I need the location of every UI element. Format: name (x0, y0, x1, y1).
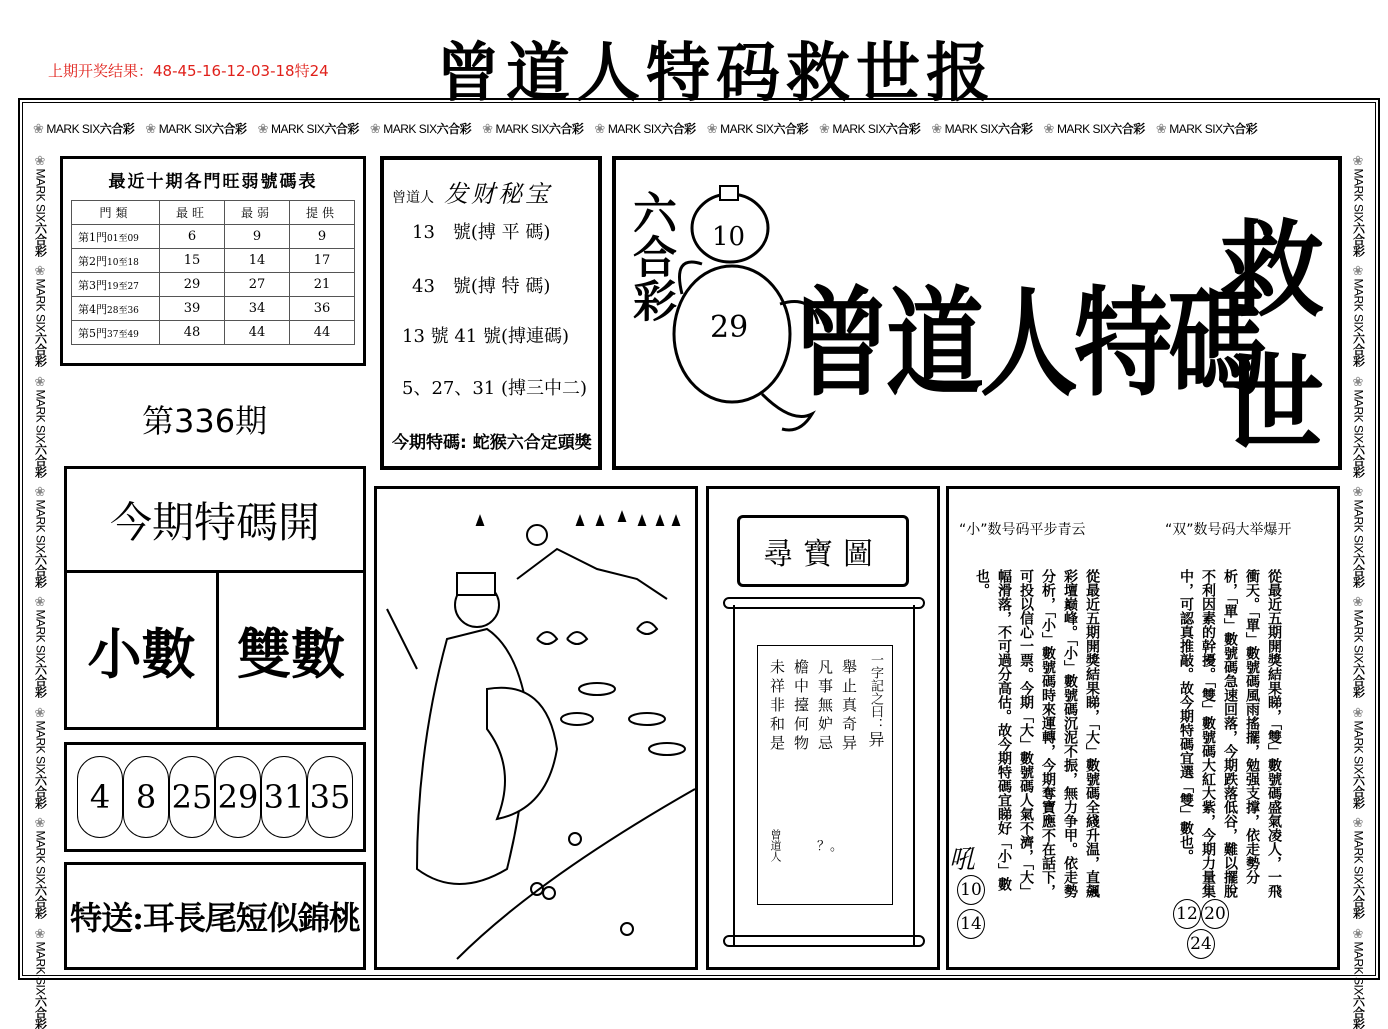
masthead-title: 曾道人特码救世报 (436, 36, 996, 111)
brand-mark (704, 120, 808, 137)
brand-cn: 六合彩 (33, 442, 48, 478)
flower-icon: ❀ (1351, 926, 1367, 942)
last-result: 上期开奖结果：48-45-16-12-03-18特24 (48, 62, 329, 80)
brand-en: MARK SIX (33, 389, 48, 443)
flower-icon: ❀ (145, 120, 156, 136)
column-header: 提供 (290, 201, 355, 225)
treasure-prefix: 曾道人 (392, 190, 434, 206)
table-header-row (72, 201, 355, 225)
pick-number: 8 (123, 756, 169, 838)
flower-icon: ❀ (33, 705, 49, 721)
brand-strip-top (26, 112, 1372, 144)
brand-cn: 六合彩 (33, 663, 48, 698)
brand-en: MARK SIX (1351, 499, 1366, 553)
flower-icon: ❀ (1351, 154, 1367, 169)
poem-head (867, 653, 883, 747)
gate-cell (72, 321, 160, 345)
value-cell-max: 15 (160, 249, 225, 273)
special-open-title: 今期特碼開 (67, 469, 363, 573)
banner-panel (612, 156, 1342, 470)
table-row (72, 225, 355, 249)
treasure-heading: 发财秘宝 (444, 180, 552, 208)
brand-mark (1349, 595, 1370, 697)
analysis-head-left: “小”数号码平步青云 (959, 522, 1086, 538)
brand-strip-right (1344, 150, 1374, 1029)
banner-number-2: 29 (710, 310, 749, 345)
lotto-name: 六合彩 (625, 190, 676, 322)
flower-icon: ❀ (482, 120, 493, 136)
treasure-line: 5、27、31 (搏三中二) (402, 378, 588, 399)
value-cell-offer: 36 (290, 297, 355, 321)
brand-cn: 六合彩 (1351, 663, 1366, 698)
flower-icon: ❀ (1155, 120, 1167, 136)
flower-icon: ❀ (706, 120, 718, 136)
value-cell-min: 34 (225, 297, 290, 321)
gate-label: 第4門 (78, 302, 107, 316)
value-cell-offer: 17 (290, 249, 355, 273)
brand-mark (31, 706, 52, 808)
brand-en: MARK SIX (33, 941, 48, 995)
circled-number: 24 (1187, 929, 1215, 959)
gate-range: 19至27 (107, 281, 139, 292)
treasure-line: 13 號(搏 平 碼) (412, 222, 551, 243)
scroll-rod-bottom (723, 935, 925, 947)
brand-mark (31, 927, 52, 1029)
brand-cn: 六合彩 (885, 121, 921, 136)
brand-cn: 六合彩 (1351, 552, 1366, 588)
flower-icon: ❀ (33, 595, 49, 610)
brand-en: MARK SIX (33, 278, 48, 333)
flower-icon: ❀ (1351, 264, 1367, 279)
banner-shi: 世 (1220, 342, 1325, 465)
brand-cn: 六合彩 (33, 884, 48, 919)
brand-mark (479, 120, 583, 137)
flower-icon: ❀ (33, 264, 49, 279)
brand-mark (1041, 120, 1145, 137)
brand-en: MARK SIX (1056, 121, 1111, 136)
value-cell-min: 44 (225, 321, 290, 345)
flower-icon: ❀ (33, 485, 49, 500)
brand-mark (31, 485, 52, 587)
brand-mark (31, 154, 52, 256)
brand-cn: 六合彩 (99, 121, 135, 136)
brand-mark (31, 816, 52, 918)
circled-number: 12 (1173, 899, 1201, 929)
brand-mark (367, 120, 471, 137)
gate-range: 37至49 (107, 329, 139, 340)
table-row (72, 297, 355, 321)
gate-cell (72, 273, 160, 297)
flower-icon: ❀ (931, 120, 942, 136)
brand-cn: 六合彩 (1351, 442, 1366, 478)
brand-mark (1349, 154, 1370, 256)
brand-mark (1349, 485, 1370, 587)
brand-cn: 六合彩 (33, 773, 48, 809)
brand-cn: 六合彩 (1351, 773, 1366, 809)
value-cell-offer: 9 (290, 225, 355, 249)
flower-icon: ❀ (1351, 816, 1367, 831)
brand-cn: 六合彩 (33, 994, 48, 1029)
poem-answer: 异 (866, 731, 885, 747)
brand-mark (30, 120, 134, 137)
old-man-illustration (377, 489, 695, 967)
brand-cn: 六合彩 (324, 121, 359, 136)
brand-cn: 六合彩 (1351, 884, 1366, 919)
brand-mark (1349, 706, 1370, 808)
value-cell-min: 27 (225, 273, 290, 297)
brand-en: MARK SIX (33, 720, 48, 774)
column-header: 最弱 (225, 201, 290, 225)
gate-cell (72, 297, 160, 321)
circled-number: 14 (957, 909, 985, 939)
table-row (72, 321, 355, 345)
gate-label: 第2門 (78, 254, 107, 268)
brand-cn: 六合彩 (1351, 332, 1366, 367)
flower-icon: ❀ (33, 154, 49, 169)
flower-icon: ❀ (257, 120, 268, 136)
poem-line: 舉止真奇异 (840, 659, 858, 754)
treasure-special: 今期特碼: 蛇猴六合定頭獎 (392, 433, 592, 453)
gate-cell (72, 225, 160, 249)
flower-icon: ❀ (818, 120, 830, 136)
value-cell-offer: 21 (290, 273, 355, 297)
column-header: 最旺 (160, 201, 225, 225)
special-open-right: 雙數 (237, 621, 345, 686)
brand-en: MARK SIX (158, 121, 213, 136)
analysis-col-left: 從最近五期開獎結果睇，「大」數號碼全綫升温，直飆彩壇巅峰。「小」數號碼沉泥不振，無力争甲。依走勢分析，「小」數號碼時來運轉，今期奪寶應不在話下，可投以信心一票。今期「大」數號碼人氣不濟，「大」幅滑落，不可過分高估。故今期特碼宜睇好「小」數也。 (974, 569, 1100, 898)
treasure-line: 43 號(搏 特 碼) (412, 276, 551, 297)
brand-mark (142, 120, 246, 137)
analysis-nums-left (957, 875, 985, 939)
flower-icon: ❀ (1351, 595, 1367, 610)
poem-line: 檐中擡何物 (792, 659, 810, 754)
value-cell-min: 9 (225, 225, 290, 249)
treasure-line: 13 號 41 號(搏連碼) (402, 326, 570, 347)
brand-cn: 六合彩 (33, 221, 48, 257)
gate-range: 01至09 (107, 233, 139, 244)
brand-cn: 六合彩 (436, 121, 472, 136)
issue-number: 第336期 (142, 402, 268, 440)
value-cell-max: 48 (160, 321, 225, 345)
brand-cn: 六合彩 (661, 121, 696, 136)
brand-mark (1349, 816, 1370, 918)
pick-number: 25 (169, 756, 215, 838)
brand-en: MARK SIX (944, 121, 999, 136)
brand-en: MARK SIX (1351, 720, 1366, 774)
brand-en: MARK SIX (1351, 941, 1366, 995)
poem-line: 未祥非和是 (768, 659, 786, 754)
flower-icon: ❀ (33, 816, 49, 831)
brand-en: MARK SIX (33, 830, 48, 885)
brand-en: MARK SIX (1169, 121, 1223, 136)
pick-number: 31 (261, 756, 307, 838)
brand-en: MARK SIX (33, 499, 48, 553)
brand-cn: 六合彩 (1222, 121, 1258, 136)
gate-label: 第1門 (78, 230, 107, 244)
brand-en: MARK SIX (1351, 389, 1366, 443)
brand-mark (591, 120, 695, 137)
flower-icon: ❀ (33, 926, 49, 942)
pick-number: 35 (307, 756, 353, 838)
brand-mark (1349, 375, 1370, 477)
gate-range: 10至18 (107, 257, 139, 268)
banner-jiu: 救 (1220, 208, 1325, 331)
analysis-col-right: 從最近五期開獎結果睇，「雙」數號碼盛氣凌人，一飛衝天。「單」數號碼風雨搖擺，勉强支撑，依走勢分析，「單」數號碼急速回落，今期跌落低谷，難以擺脫不利因素的幹擾。「雙」數號碼大紅大紫，今期力量集中，可認真推敲。故今期特碼宜選「雙」數也。 (1178, 569, 1282, 898)
gate-range: 28至36 (107, 305, 139, 316)
brand-cn: 六合彩 (548, 121, 584, 136)
brand-en: MARK SIX (46, 121, 100, 136)
gift-text: 特送:耳長尾短似錦桃 (70, 899, 360, 937)
value-cell-max: 29 (160, 273, 225, 297)
analysis-nums-right (1169, 899, 1233, 959)
table-row (72, 249, 355, 273)
brand-en: MARK SIX (33, 168, 48, 222)
table-row (72, 273, 355, 297)
weak-strong-table (71, 200, 355, 345)
brand-cn: 六合彩 (33, 552, 48, 588)
brand-mark (928, 120, 1032, 137)
brand-en: MARK SIX (383, 121, 437, 136)
brand-mark (31, 595, 52, 697)
value-cell-max: 6 (160, 225, 225, 249)
flower-icon: ❀ (1043, 120, 1054, 136)
brand-mark (31, 264, 52, 366)
weak-strong-table-panel (60, 156, 366, 366)
column-header: 門類 (72, 201, 160, 225)
brand-en: MARK SIX (1351, 168, 1366, 222)
brand-mark (1153, 120, 1257, 137)
brand-cn: 六合彩 (33, 332, 48, 367)
pick-number: 29 (215, 756, 261, 838)
brand-strip-left (26, 150, 56, 1029)
brand-en: MARK SIX (33, 609, 48, 664)
brand-mark (816, 120, 920, 137)
banner-name: 曾道人特碼 (792, 275, 1263, 414)
poem-marks: ？。 (817, 839, 844, 854)
special-open-left: 小數 (67, 573, 219, 727)
gift-panel (64, 862, 366, 970)
brand-cn: 六合彩 (1110, 121, 1145, 136)
brand-cn: 六合彩 (1351, 994, 1366, 1029)
scroll-rod-top (723, 597, 925, 609)
analysis-sig: 吼 (949, 845, 976, 875)
brand-mark (1349, 264, 1370, 366)
flower-icon: ❀ (369, 120, 381, 136)
flower-icon: ❀ (1351, 485, 1367, 500)
scroll-title: 尋寶圖 (737, 515, 909, 587)
poem-head-text: 一字記之曰： (868, 653, 883, 731)
pick-number: 4 (77, 756, 123, 838)
brand-en: MARK SIX (495, 121, 549, 136)
brand-en: MARK SIX (832, 121, 886, 136)
flower-icon: ❀ (594, 120, 605, 136)
brand-cn: 六合彩 (773, 121, 808, 136)
weak-strong-table-title: 最近十期各門旺弱號碼表 (108, 172, 318, 192)
illustration-panel (374, 486, 698, 970)
flower-icon: ❀ (33, 374, 49, 390)
brand-en: MARK SIX (270, 121, 325, 136)
brand-mark (1349, 927, 1370, 1029)
gate-cell (72, 249, 160, 273)
poem-line: 凡事無妒忌 (816, 659, 834, 754)
value-cell-min: 14 (225, 249, 290, 273)
brand-mark (255, 120, 359, 137)
analysis-head-right: “双”数号码大举爆开 (1165, 522, 1292, 538)
treasure-panel (380, 156, 602, 470)
circled-number: 20 (1201, 899, 1229, 929)
brand-en: MARK SIX (1351, 830, 1366, 885)
brand-cn: 六合彩 (212, 121, 247, 136)
brand-cn: 六合彩 (998, 121, 1033, 136)
brand-cn: 六合彩 (1351, 221, 1366, 257)
flower-icon: ❀ (33, 120, 44, 136)
brand-mark (31, 375, 52, 477)
brand-en: MARK SIX (607, 121, 662, 136)
gate-label: 第5門 (78, 326, 107, 340)
gate-label: 第3門 (78, 278, 107, 292)
value-cell-max: 39 (160, 297, 225, 321)
brand-en: MARK SIX (1351, 278, 1366, 333)
banner-number-1: 10 (712, 222, 746, 252)
flower-icon: ❀ (1351, 705, 1367, 721)
numbers-panel (64, 742, 366, 852)
special-open-panel (64, 466, 366, 730)
scroll-panel (706, 486, 940, 970)
flower-icon: ❀ (1351, 374, 1367, 390)
value-cell-offer: 44 (290, 321, 355, 345)
brand-en: MARK SIX (720, 121, 774, 136)
analysis-panel (946, 486, 1340, 970)
circled-number: 10 (957, 875, 985, 905)
poem-author: 曾道人 (769, 829, 782, 862)
brand-en: MARK SIX (1351, 609, 1366, 664)
